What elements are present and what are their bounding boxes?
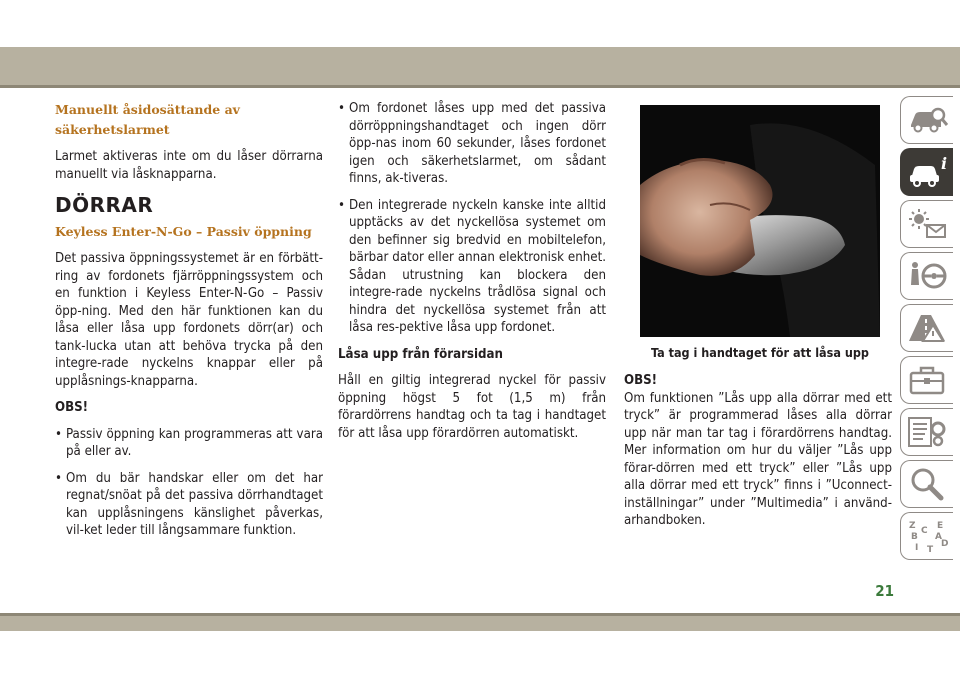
tab-warning-lights[interactable] bbox=[900, 200, 953, 248]
tab-index[interactable] bbox=[900, 512, 953, 560]
index-letter: T bbox=[927, 545, 934, 553]
note-label: OBS! bbox=[624, 373, 658, 388]
car-magnifier-icon bbox=[907, 103, 949, 137]
heading-keyless-enter: Keyless Enter-N-Go – Passiv öppning bbox=[55, 224, 312, 239]
photo-caption: Ta tag i handtaget för att låsa upp bbox=[651, 345, 869, 360]
note-list-continued bbox=[338, 100, 606, 337]
tab-search[interactable] bbox=[900, 460, 953, 508]
note-list bbox=[55, 426, 323, 540]
door-handle-photo bbox=[640, 105, 880, 337]
svg-text:i: i bbox=[941, 155, 948, 173]
paragraph-passive-entry: Det passiva öppningssystemet är en förbätt-ring av fordonets fjärröppningssystem och en funktion i Keyless Enter-N-Go – Passiv öpp-ning. Med den här funktionen kan du låsa eller låsa upp fordonets dörr(ar) och tank-lucka utan att behöva trycka på den integre-rade nyckelns knappar eller på upplåsnings-knapparna. bbox=[55, 251, 323, 389]
paragraph-alarm: Larmet aktiveras inte om du låser dörrarna manuellt via låsknapparna. bbox=[55, 149, 323, 182]
warning-light-message-icon bbox=[907, 207, 949, 241]
header-rule bbox=[0, 85, 960, 88]
index-letter: A bbox=[935, 532, 942, 542]
index-letter: Z bbox=[909, 521, 916, 531]
column-middle bbox=[338, 100, 606, 451]
toolbox-icon bbox=[907, 363, 949, 397]
column-right bbox=[624, 372, 892, 539]
index-letter: D bbox=[941, 539, 949, 549]
index-letter: E bbox=[937, 521, 944, 531]
tab-car-overview[interactable] bbox=[900, 96, 953, 144]
paragraph-driver-unlock: Håll en giltig integrerad nyckel för passiv öppning högst 5 fot (1,5 m) från förardörrens handtag och ta tag i handtaget för att låsa upp förardörren automatiskt. bbox=[338, 373, 606, 441]
index-letter: C bbox=[921, 526, 928, 536]
index-letter: I bbox=[915, 543, 919, 553]
column-left bbox=[55, 100, 323, 549]
list-item: • Den integrerade nyckeln kanske inte alltid upptäcks av det nyckellösa systemet om den befinner sig bredvid en mobiltelefon, bärbar dator eller annan elektronisk enhet. Sådan utrustning kan blockera den integre-rade nyckelns trådlösa signal och hindra det nyckellösa systemet från att låsa res-pektive låsa upp fordonet. bbox=[338, 197, 606, 337]
tab-safety[interactable] bbox=[900, 252, 953, 300]
note-label: OBS! bbox=[55, 400, 89, 415]
subheading-driver-unlock: Låsa upp från förarsidan bbox=[338, 346, 504, 362]
list-item: • Om du bär handskar eller om det har regnat/snöat på det passiva dörrhandtaget kan upplåsningens känslighet påverkas, vil-ket leder till långsammare funktion. bbox=[55, 470, 323, 540]
tab-starting-driving[interactable] bbox=[900, 304, 953, 352]
steering-airbag-icon bbox=[907, 259, 949, 293]
page-number: 21 bbox=[875, 582, 894, 600]
heading-manual-override: Manuellt åsidosättande av säkerhetslarmet bbox=[55, 102, 240, 137]
road-warning-icon bbox=[907, 311, 949, 345]
header-band bbox=[0, 47, 960, 85]
hand-on-door-handle-illustration bbox=[640, 105, 880, 337]
index-letter: B bbox=[911, 532, 918, 542]
chapter-tabs bbox=[900, 96, 960, 564]
paragraph-unlock-all: Om funktionen ”Lås upp alla dörrar med ett tryck” är programmerad låses alla dörrar upp när man tar tag i förardörrens handtag. Mer information om hur du väljer ”Lås upp förar-dörren med ett tryck” eller ”Lås upp alla dörrar med ett tryck” finns i ”Uconnect-inställningar” under ”Multimedia” i använd-arhandboken. bbox=[624, 390, 892, 528]
car-info-icon bbox=[907, 155, 949, 189]
list-item: • Om fordonet låses upp med det passiva dörröppningshandtaget och ingen dörr öpp-nas inom 60 sekunder, låses fordonet igen och säkerhetslarmet, om sådant finns, ak-tiveras. bbox=[338, 100, 606, 188]
tab-emergency[interactable] bbox=[900, 356, 953, 404]
list-item: • Passiv öppning kan programmeras att vara på eller av. bbox=[55, 426, 323, 461]
magnifier-icon bbox=[907, 467, 949, 501]
section-title-doors: DÖRRAR bbox=[55, 193, 154, 217]
alphabet-index-icon bbox=[907, 519, 949, 553]
tab-service[interactable] bbox=[900, 408, 953, 456]
footer-band bbox=[0, 616, 960, 631]
service-list-icon bbox=[907, 415, 949, 449]
tab-car-info[interactable] bbox=[900, 148, 953, 196]
